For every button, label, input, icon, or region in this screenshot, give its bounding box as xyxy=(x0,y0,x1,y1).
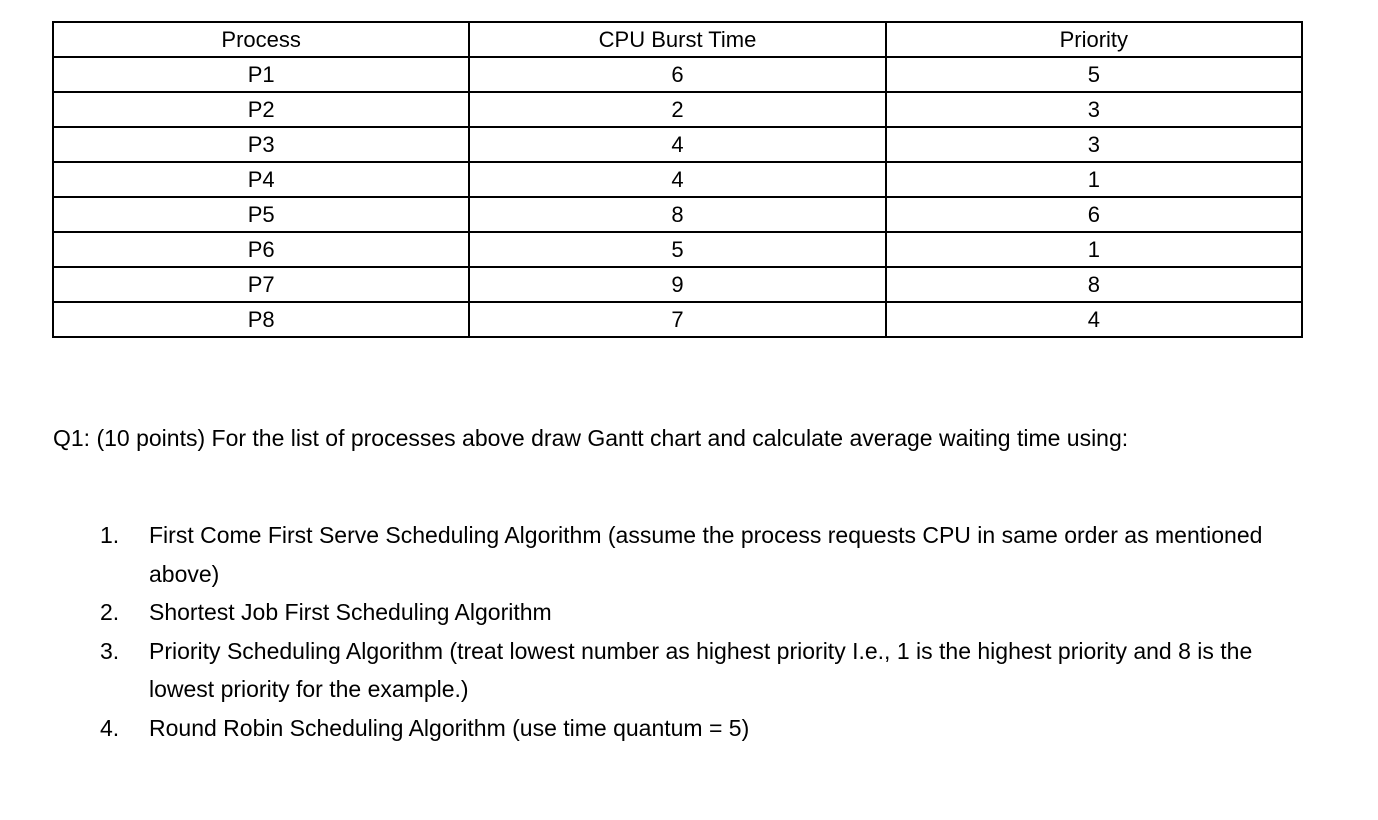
process-cell: P7 xyxy=(53,267,469,302)
priority-cell: 3 xyxy=(886,127,1302,162)
list-item-number: 3. xyxy=(100,637,120,664)
column-header-priority: Priority xyxy=(886,22,1302,57)
process-table xyxy=(52,21,1303,338)
column-header-process: Process xyxy=(53,22,469,57)
priority-cell: 4 xyxy=(886,302,1302,337)
process-cell: P1 xyxy=(53,57,469,92)
list-item-number: 4. xyxy=(100,714,120,741)
table-row xyxy=(53,232,1302,267)
process-cell: P5 xyxy=(53,197,469,232)
burst-time-cell: 8 xyxy=(469,197,885,232)
burst-time-cell: 2 xyxy=(469,92,885,127)
list-item-text: First Come First Serve Scheduling Algorithm (assume the process requests CPU in same order as mentioned above) xyxy=(149,522,1263,587)
list-item xyxy=(100,593,1315,632)
process-cell: P4 xyxy=(53,162,469,197)
algorithm-list xyxy=(100,516,1315,747)
process-cell: P8 xyxy=(53,302,469,337)
burst-time-cell: 6 xyxy=(469,57,885,92)
column-header-cpu-burst-time: CPU Burst Time xyxy=(469,22,885,57)
table-row xyxy=(53,57,1302,92)
priority-cell: 8 xyxy=(886,267,1302,302)
list-item-number: 2. xyxy=(100,599,120,625)
burst-time-cell: 4 xyxy=(469,162,885,197)
process-cell: P2 xyxy=(53,92,469,127)
burst-time-cell: 7 xyxy=(469,302,885,337)
priority-cell: 1 xyxy=(886,162,1302,197)
table-row xyxy=(53,127,1302,162)
table-row xyxy=(53,267,1302,302)
list-item xyxy=(100,632,1315,709)
table-header-row xyxy=(53,22,1302,57)
priority-cell: 3 xyxy=(886,92,1302,127)
process-cell: P6 xyxy=(53,232,469,267)
priority-cell: 5 xyxy=(886,57,1302,92)
list-item-number: 1. xyxy=(100,522,120,548)
burst-time-cell: 5 xyxy=(469,232,885,267)
table-row xyxy=(53,92,1302,127)
table-row xyxy=(53,197,1302,232)
list-item xyxy=(100,516,1315,593)
list-item-text: Priority Scheduling Algorithm (treat lowest number as highest priority I.e., 1 is the highest priority and 8 is the lowest priority for the example.) xyxy=(149,637,1253,702)
list-item-text: Shortest Job First Scheduling Algorithm xyxy=(149,599,552,625)
table-row xyxy=(53,162,1302,197)
priority-cell: 6 xyxy=(886,197,1302,232)
list-item-text: Round Robin Scheduling Algorithm (use time quantum = 5) xyxy=(149,714,750,741)
burst-time-cell: 9 xyxy=(469,267,885,302)
burst-time-cell: 4 xyxy=(469,127,885,162)
table-row xyxy=(53,302,1302,337)
question-text: Q1: (10 points) For the list of processes above draw Gantt chart and calculate average waiting time using: xyxy=(53,425,1129,451)
process-cell: P3 xyxy=(53,127,469,162)
list-item xyxy=(100,709,1315,748)
priority-cell: 1 xyxy=(886,232,1302,267)
